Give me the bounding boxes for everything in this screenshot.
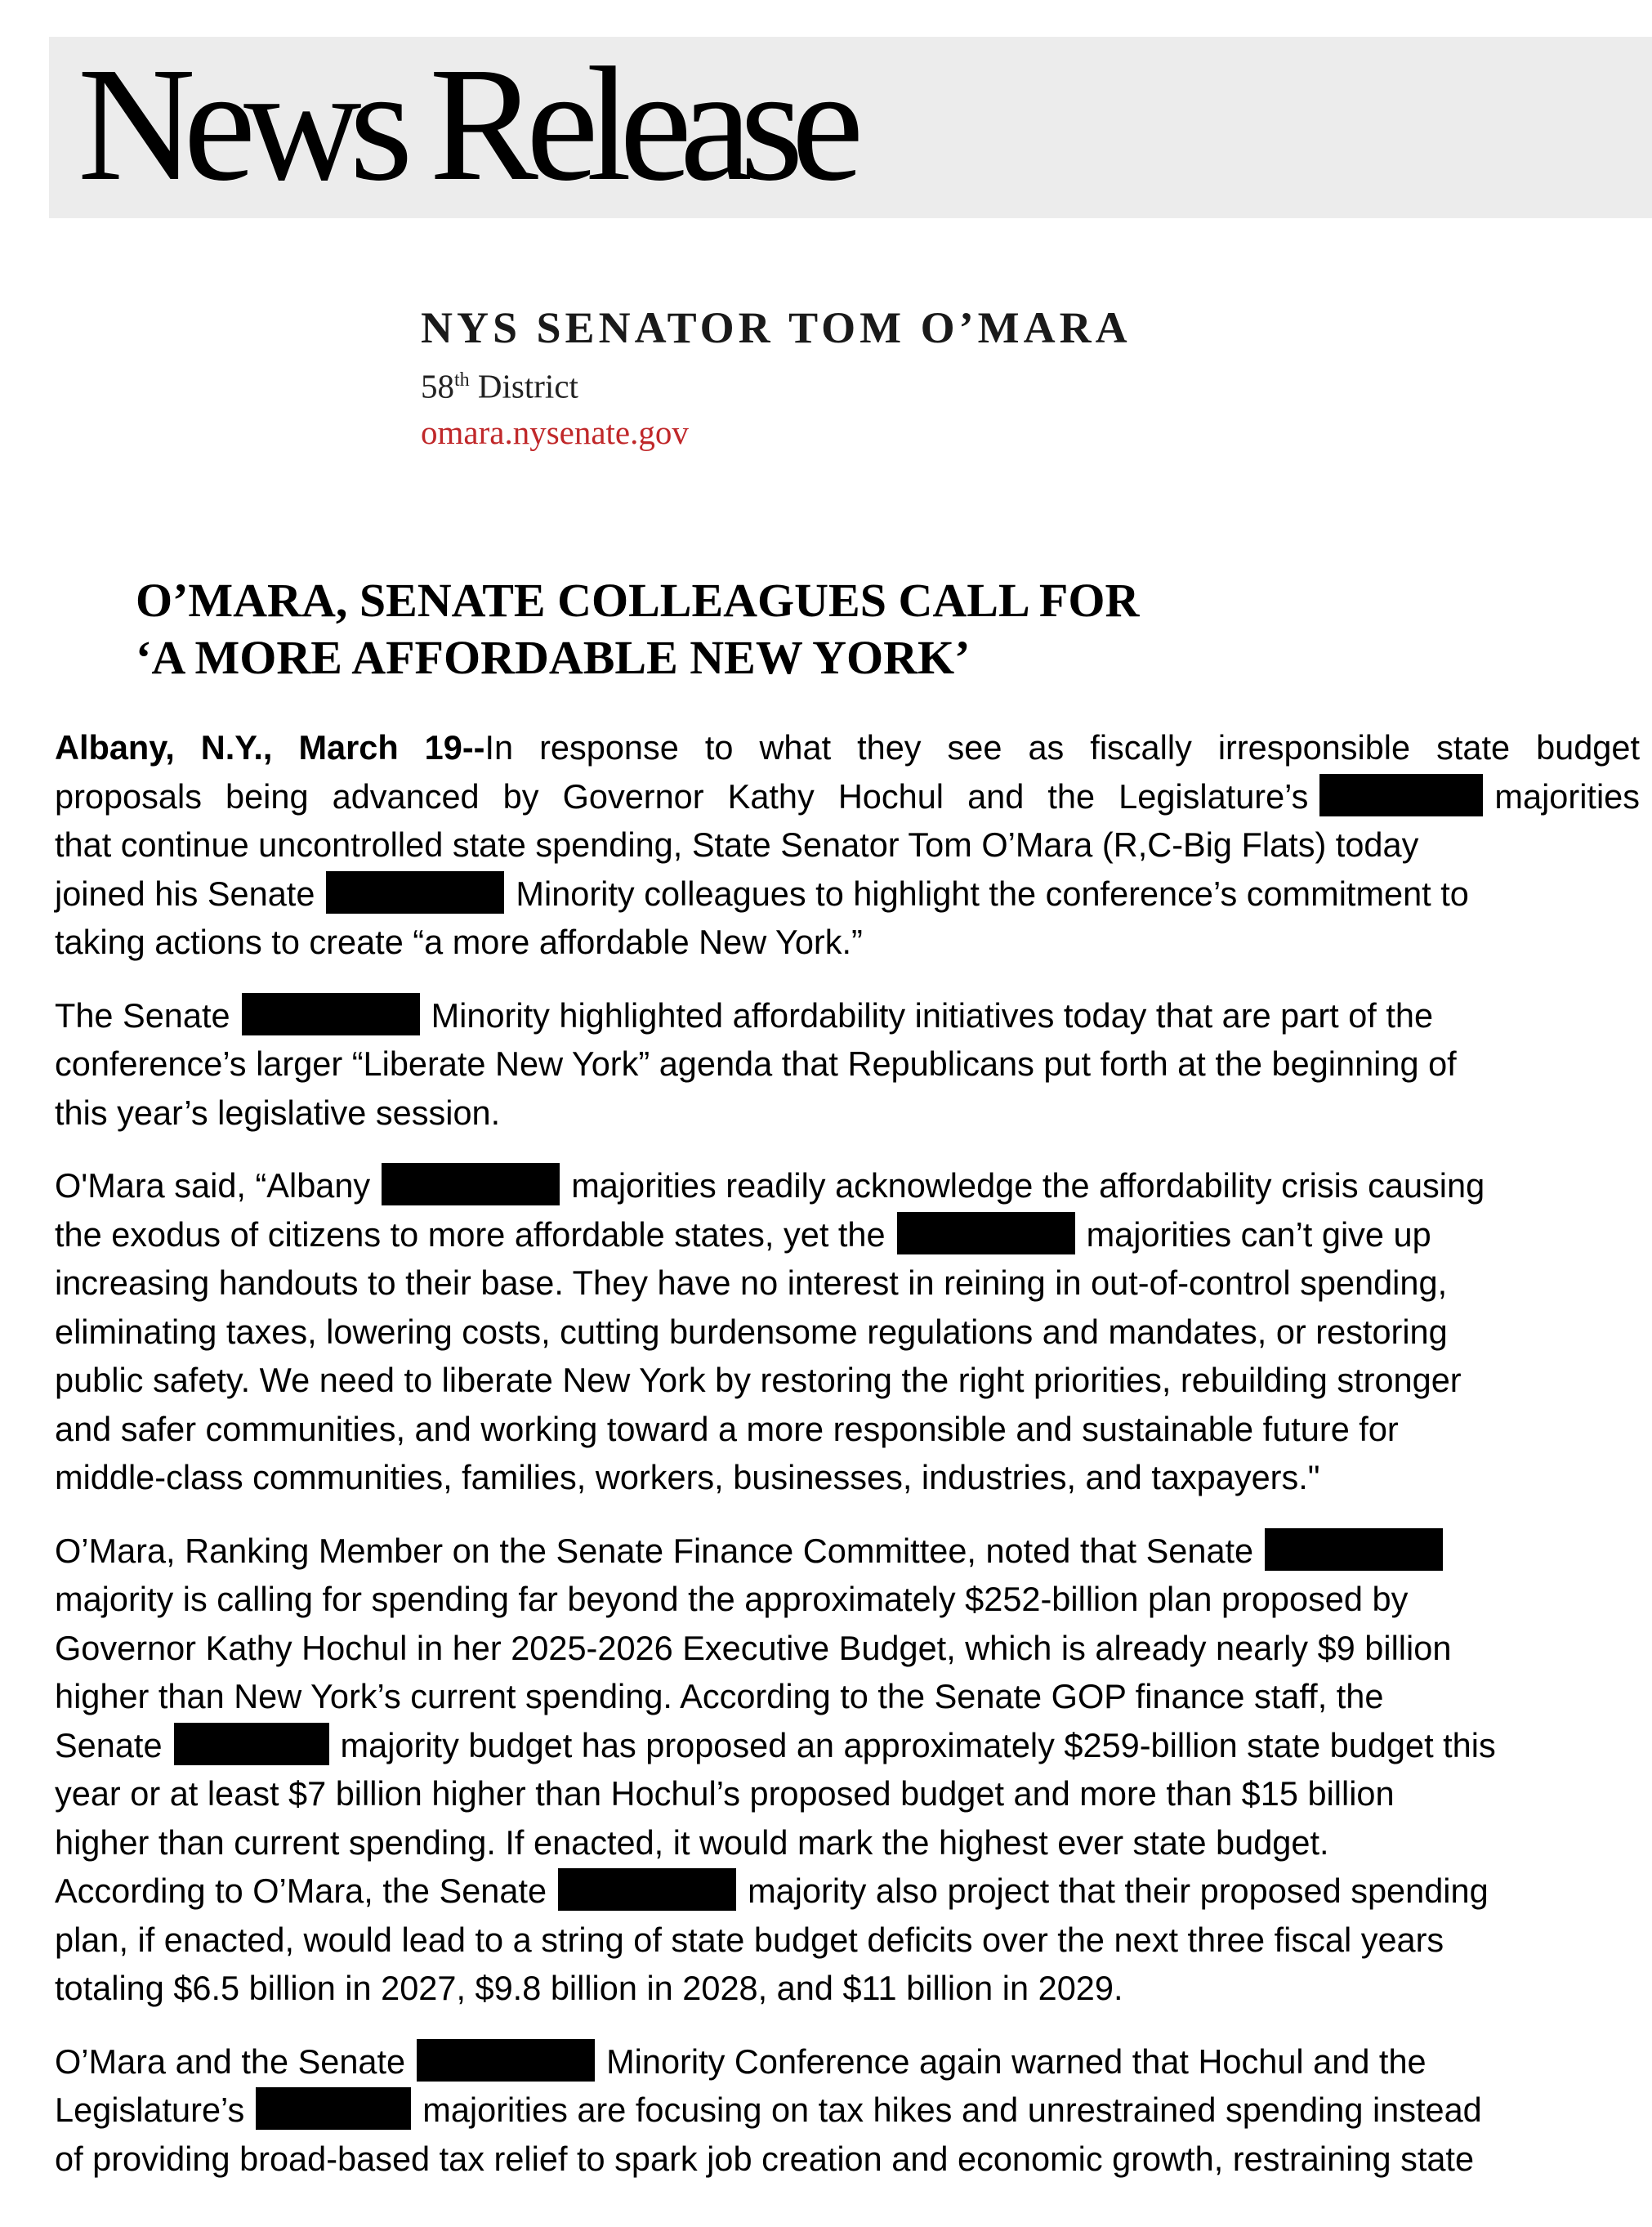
headline [136,572,1139,686]
text-line: and safer communities, and working toward a more responsible and sustainable future for [55,1409,1399,1448]
headline-line-2: ‘A MORE AFFORDABLE NEW YORK’ [136,631,971,684]
text-span: O’Mara and the Senate [55,2041,406,2081]
dateline: Albany, N.Y., March 19-- [55,728,485,767]
text-line: public safety. We need to liberate New York by restoring the right priorities, rebuilding stronger [55,1361,1462,1399]
text-span: Senate [55,1725,163,1764]
text-span: O’Mara, Ranking Member on the Senate Finance Committee, noted that Senate [55,1531,1254,1570]
text-span: majorities readily acknowledge the affordability crisis causing [571,1166,1485,1205]
text-span: Minority colleagues to highlight the conference’s commitment to [516,874,1469,913]
text-line: year or at least $7 billion higher than Hochul’s proposed budget and more than $15 billion [55,1774,1395,1813]
text-line: taking actions to create “a more affordable New York.” [55,923,863,961]
text-line [55,1721,1640,1770]
text-span: Minority Conference again warned that Hochul and the [606,2041,1427,2081]
text-line: increasing handouts to their base. They have no interest in reining in out-of-control spending, [55,1263,1448,1302]
text-span: majority also project that their proposed spending [748,1871,1489,1910]
district-number: 58 [421,367,454,405]
text-line: totaling $6.5 billion in 2027, $9.8 billion in 2028, and $11 billion in 2029. [55,1969,1123,2007]
paragraph-1 [55,723,1640,967]
redaction-bar [256,2087,411,2130]
text-line: that continue uncontrolled state spending, State Senator Tom O’Mara (R,C-Big Flats) today [55,825,1419,864]
redaction-bar [174,1723,329,1765]
text-line [55,2037,1640,2086]
text-span: Minority highlighted affordability initiatives today that are part of the [431,995,1434,1035]
paragraph-4 [55,1527,1640,2013]
redaction-bar [242,993,420,1035]
text-line [55,2086,1640,2135]
text-line: higher than current spending. If enacted, it would mark the highest ever state budget. [55,1822,1329,1862]
text-line: this year’s legislative session. [55,1093,501,1132]
paragraph-3 [55,1161,1640,1502]
text-line: plan, if enacted, would lead to a string of state budget deficits over the next three fiscal years [55,1920,1444,1959]
text-line [55,1161,1640,1210]
release-body [55,723,1640,2207]
text-span: In response to what they see as fiscally irresponsible state budget [484,728,1641,767]
text-span: majority budget has proposed an approximately $259-billion state budget this [340,1725,1496,1764]
text-span: According to O’Mara, the Senate [55,1871,547,1910]
text-span: majorities are focusing on tax hikes and unrestrained spending instead [422,2091,1482,2129]
text-line: majority is calling for spending far beyond the approximately $252-billion plan proposed by [55,1580,1409,1618]
text-line: eliminating taxes, lowering costs, cutting burdensome regulations and mandates, or restoring [55,1312,1448,1351]
news-release-banner [49,34,1652,218]
headline-line-1: O’MARA, SENATE COLLEAGUES CALL FOR [136,574,1140,627]
redaction-bar [897,1212,1075,1254]
text-line [55,772,1640,821]
sender-block [421,298,1132,455]
text-line [55,991,1640,1040]
text-span: the exodus of citizens to more affordable states, yet the [55,1214,886,1254]
district-label: District [469,367,578,405]
redaction-bar [558,1868,736,1911]
text-span: The Senate [55,995,230,1035]
text-line: conference’s larger “Liberate New York” agenda that Republicans put forth at the beginning of [55,1044,1457,1083]
senator-website[interactable]: omara.nysenate.gov [421,413,689,451]
text-line: middle-class communities, families, workers, businesses, industries, and taxpayers." [55,1458,1320,1496]
redaction-bar [1319,774,1483,816]
text-line: Governor Kathy Hochul in her 2025-2026 Executive Budget, which is already nearly $9 billion [55,1628,1452,1667]
banner-title: News Release [78,34,852,215]
text-line [55,723,1640,772]
senator-name: NYS SENATOR TOM O’MARA [421,303,1132,352]
redaction-bar [1265,1528,1443,1571]
paragraph-2 [55,991,1640,1138]
text-line [55,1210,1640,1259]
district-suffix: th [454,369,470,391]
text-span: Legislature’s [55,2091,245,2129]
redaction-bar [417,2039,595,2082]
text-span: majorities can’t give up [1086,1214,1431,1254]
text-line [55,870,1640,919]
redaction-bar [326,871,504,914]
text-span: proposals being advanced by Governor Kathy Hochul and the Legislature’s [55,776,1309,816]
redaction-bar [382,1163,560,1205]
text-line: of providing broad-based tax relief to spark job creation and economic growth, restraining state [55,2139,1475,2178]
text-span: majorities [1494,776,1640,816]
paragraph-5 [55,2037,1640,2184]
text-line [55,1867,1640,1916]
text-span: O'Mara said, “Albany [55,1166,371,1205]
text-span: joined his Senate [55,874,315,913]
senator-district [421,357,1132,409]
text-line: higher than New York’s current spending. According to the Senate GOP finance staff, the [55,1677,1384,1715]
text-line [55,1527,1640,1576]
